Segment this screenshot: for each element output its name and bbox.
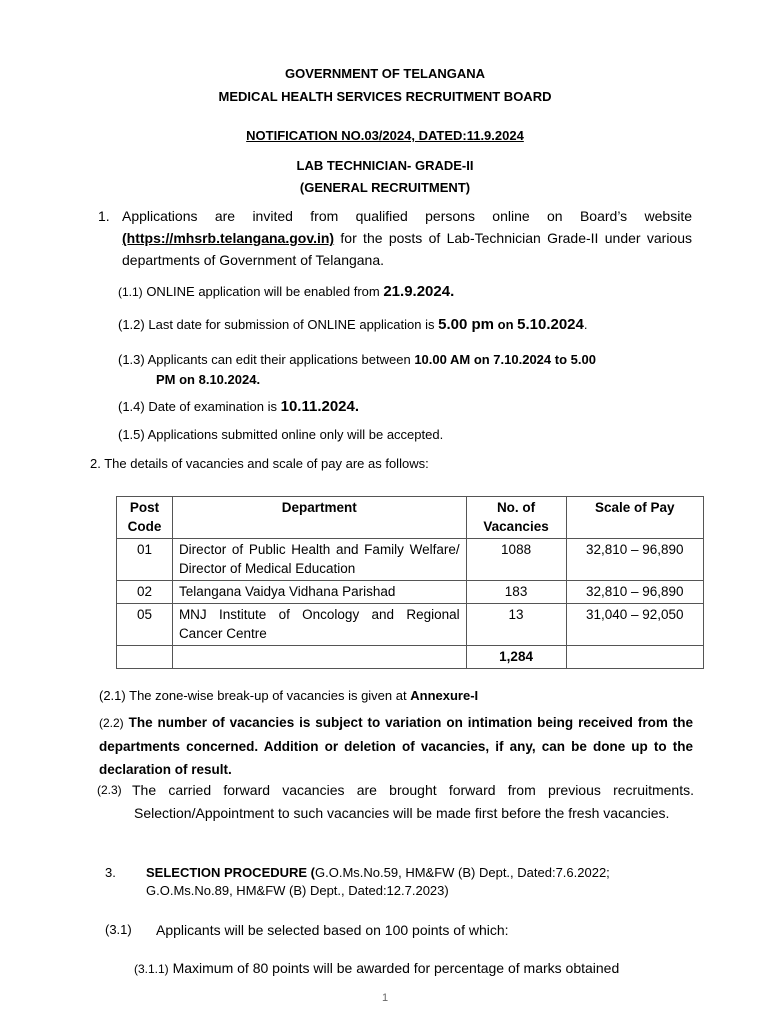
item-2-2-number: (2.2) (99, 716, 124, 730)
para1-number: 1. (98, 208, 110, 224)
para1-text (122, 205, 692, 271)
item-1-2-time: 5.00 pm (438, 316, 494, 333)
item-1-2 (118, 315, 588, 335)
item-3-1-1-text: Maximum of 80 points will be awarded for percentage of marks obtained (172, 960, 620, 976)
item-3-1-number: (3.1) (105, 922, 132, 937)
item-2-3-text: The carried forward vacancies are brought forward from previous recruitments. Selection/Appointment to such vacancies will be made first before the fresh vacancies. (132, 782, 694, 821)
para1-text-b: for the posts of Lab-Technician Grade-II under various departments of Government of Telangana. (122, 230, 692, 268)
govt-title: GOVERNMENT OF TELANGANA (284, 66, 486, 81)
total-vacancies: 1,284 (466, 646, 566, 669)
item-3-1-1-number: (3.1.1) (134, 962, 169, 976)
item-1-2-number: (1.2) (118, 317, 145, 332)
item-1-4-text: Date of examination is (148, 399, 277, 414)
item-2-1 (99, 686, 478, 706)
header-department: Department (172, 497, 466, 539)
table-total-row (117, 646, 704, 669)
table-header-row (117, 497, 704, 539)
para3-go-b: G.O.Ms.No.89, HM&FW (B) Dept., Dated:12.7.2023) (146, 883, 449, 898)
item-3-1-text: Applicants will be selected based on 100 points of which: (156, 922, 509, 938)
item-1-3-number: (1.3) (118, 352, 145, 367)
item-1-5-text: Applications submitted online only will be accepted. (147, 427, 444, 442)
para3-go-a: G.O.Ms.No.59, HM&FW (B) Dept., Dated:7.6.2022; (315, 865, 610, 880)
item-1-1 (118, 282, 454, 302)
item-1-5 (118, 425, 443, 445)
page-number: 1 (381, 992, 389, 1004)
item-1-4-date: 10.11.2024. (280, 398, 360, 415)
row-code: 05 (117, 604, 173, 646)
row-vacancies: 1088 (466, 539, 566, 581)
table-row (117, 604, 704, 646)
item-2-3-number: (2.3) (97, 783, 122, 797)
board-website-link[interactable]: (https://mhsrb.telangana.gov.in) (122, 230, 335, 246)
row-vacancies: 183 (466, 581, 566, 604)
item-1-2-end: . (583, 317, 588, 332)
row-pay-scale: 32,810 – 96,890 (566, 539, 704, 581)
row-department: MNJ Institute of Oncology and Regional Cancer Centre (172, 604, 466, 646)
board-title: MEDICAL HEALTH SERVICES RECRUITMENT BOARD (218, 89, 552, 104)
row-code: 02 (117, 581, 173, 604)
para3 (146, 863, 706, 883)
item-2-1-number: (2.1) (99, 688, 126, 703)
para2-number: 2. (90, 456, 101, 471)
row-code: 01 (117, 539, 173, 581)
item-3-1-1 (134, 957, 619, 980)
table-row (117, 539, 704, 581)
row-vacancies: 13 (466, 604, 566, 646)
row-department: Telangana Vaidya Vidhana Parishad (172, 581, 466, 604)
para1-text-a: Applications are invited from qualified persons online on Board’s website (122, 208, 692, 224)
post-title: LAB TECHNICIAN- GRADE-II (296, 158, 474, 173)
item-2-2-text: The number of vacancies is subject to variation on intimation being received from the departments concerned. Addition or deletion of vacancies, if any, can be done up to the declaration of result. (99, 715, 693, 777)
item-2-2 (99, 711, 693, 781)
item-1-1-date: 21.9.2024. (383, 283, 455, 300)
para2 (90, 454, 429, 474)
table-row (117, 581, 704, 604)
item-1-3-period-b: PM on 8.10.2024. (156, 372, 261, 387)
header-scale-of-pay: Scale of Pay (566, 497, 704, 539)
para2-text: The details of vacancies and scale of pay are as follows: (104, 456, 429, 471)
vacancies-table (116, 496, 704, 669)
item-1-4 (118, 397, 359, 417)
row-pay-scale: 32,810 – 96,890 (566, 581, 704, 604)
item-1-1-number: (1.1) (118, 285, 143, 299)
row-pay-scale: 31,040 – 92,050 (566, 604, 704, 646)
item-1-3-text: Applicants can edit their applications between (147, 352, 411, 367)
para3-number: 3. (105, 865, 116, 880)
item-1-3 (118, 350, 698, 370)
selection-procedure-heading: SELECTION PROCEDURE ( (146, 865, 316, 880)
item-1-4-number: (1.4) (118, 399, 145, 414)
item-1-2-date: 5.10.2024 (517, 316, 584, 333)
item-1-2-text: Last date for submission of ONLINE application is (148, 317, 435, 332)
row-department: Director of Public Health and Family Welfare/ Director of Medical Education (172, 539, 466, 581)
item-1-5-number: (1.5) (118, 427, 145, 442)
recruitment-type: (GENERAL RECRUITMENT) (299, 180, 471, 195)
item-1-2-on: on (497, 317, 514, 332)
annexure-reference: Annexure-I (410, 688, 479, 703)
item-1-3-period-a: 10.00 AM on 7.10.2024 to 5.00 (414, 352, 596, 367)
notification-number: NOTIFICATION NO.03/2024, DATED:11.9.2024 (246, 128, 524, 143)
header-vacancies: No. of Vacancies (466, 497, 566, 539)
header-post-code: Post Code (117, 497, 173, 539)
item-2-1-text: The zone-wise break-up of vacancies is given at (129, 688, 407, 703)
item-1-1-text: ONLINE application will be enabled from (146, 284, 380, 299)
